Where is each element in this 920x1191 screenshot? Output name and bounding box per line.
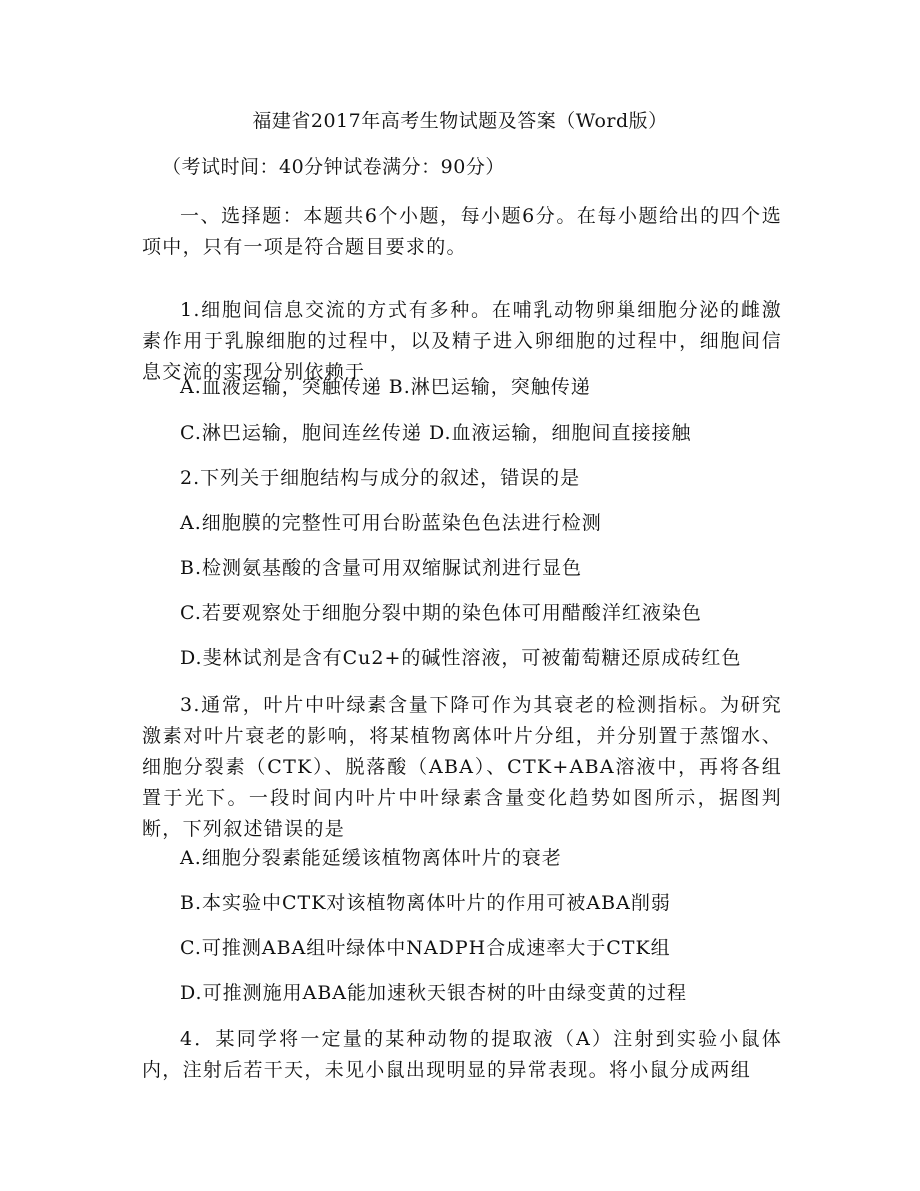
question-3-option-b: B.本实验中CTK对该植物离体叶片的作用可被ABA削弱: [180, 892, 671, 914]
question-2-option-a: A.细胞膜的完整性可用台盼蓝染色色法进行检测: [180, 512, 602, 534]
question-3-option-d: D.可推测施用ABA能加速秋天银杏树的叶由绿变黄的过程: [180, 982, 688, 1004]
question-2-option-b: B.检测氨基酸的含量可用双缩脲试剂进行显色: [180, 557, 583, 579]
question-3-option-c: C.可推测ABA组叶绿体中NADPH合成速率大于CTK组: [180, 937, 671, 959]
question-3-option-a: A.细胞分裂素能延缓该植物离体叶片的衰老: [180, 847, 562, 869]
question-2-option-c: C.若要观察处于细胞分裂中期的染色体可用醋酸洋红液染色: [180, 602, 702, 624]
question-4-stem: 4．某同学将一定量的某种动物的提取液（A）注射到实验小鼠体内，注射后若干天，未见小鼠出现明显的异常表现。将小鼠分成两组: [142, 1028, 782, 1081]
question-1-options-line-2: C.淋巴运输，胞间连丝传递 D.血液运输，细胞间直接接触: [180, 422, 692, 444]
section-heading: 一、选择题：本题共6个小题，每小题6分。在每小题给出的四个选项中，只有一项是符合题目要求的。: [142, 205, 782, 258]
question-1-options-line-1: A.血液运输，突触传递 B.淋巴运输，突触传递: [180, 376, 591, 398]
question-1-stem: 1.细胞间信息交流的方式有多种。在哺乳动物卵巢细胞分泌的雌激素作用于乳腺细胞的过程中，以及精子进入卵细胞的过程中，细胞间信息交流的实现分别依赖于: [142, 299, 782, 383]
exam-info: （考试时间：40分钟试卷满分：90分）: [162, 156, 505, 178]
question-3-stem: 3.通常，叶片中叶绿素含量下降可作为其衰老的检测指标。为研究激素对叶片衰老的影响，将某植物离体叶片分组，并分别置于蒸馏水、细胞分裂素（CTK）、脱落酸（ABA）、CTK+ABA溶液中，再将各组置于光下。一段时间内叶片中叶绿素含量变化趋势如图所示，据图判断，下列叙述错误的是: [142, 694, 782, 840]
document-title: 福建省2017年高考生物试题及答案（Word版）: [252, 110, 668, 132]
question-2-option-d: D.斐林试剂是含有Cu2+的碱性溶液，可被葡萄糖还原成砖红色: [180, 647, 742, 669]
question-2-stem: 2.下列关于细胞结构与成分的叙述，错误的是: [180, 467, 581, 489]
